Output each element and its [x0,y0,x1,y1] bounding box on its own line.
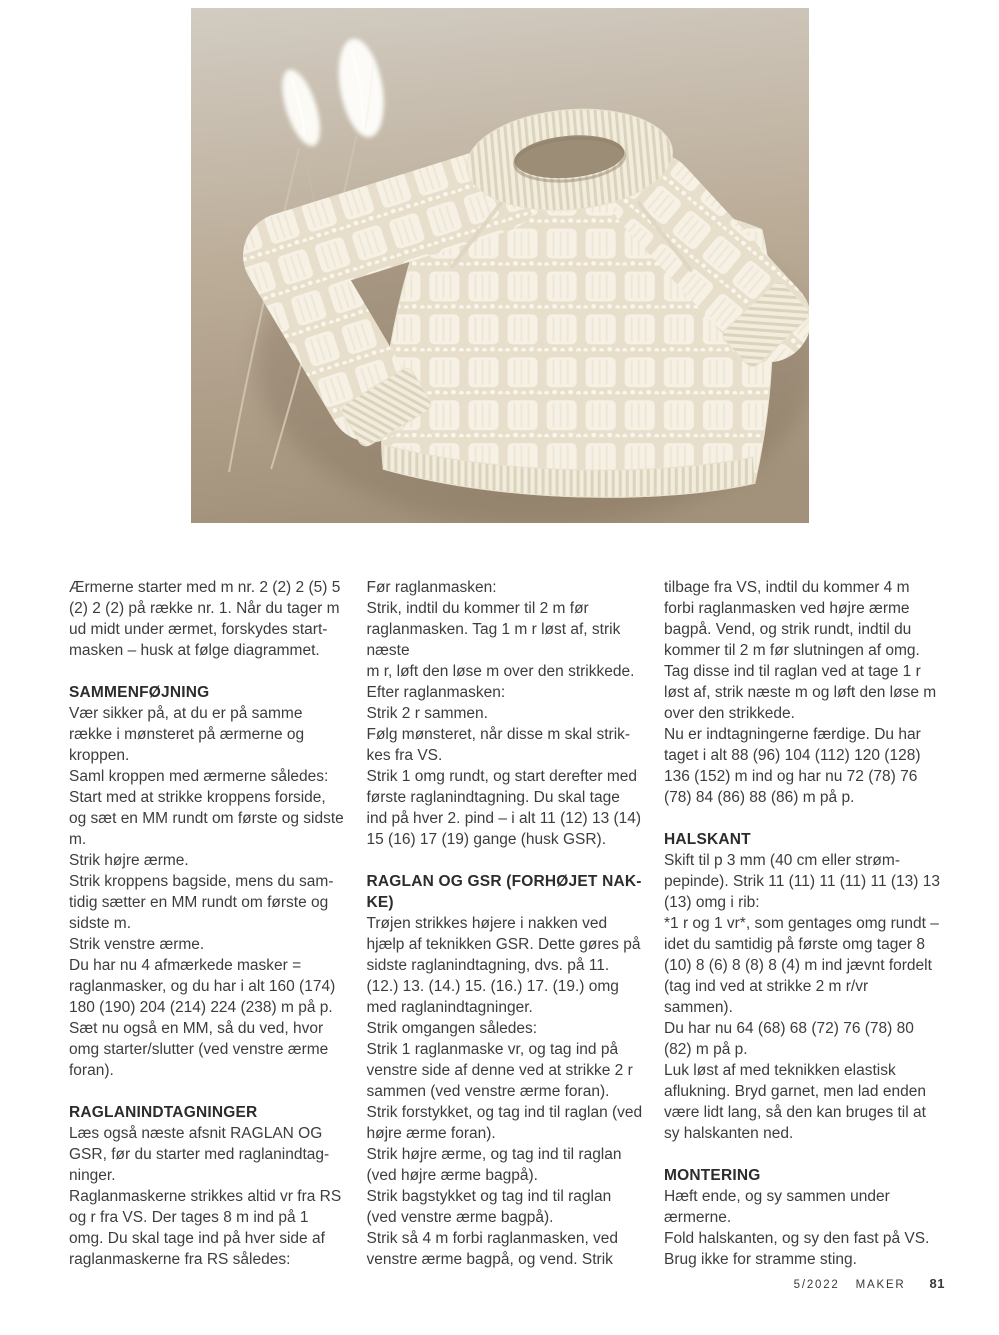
paragraph: Raglanmaskerne strikkes altid vr fra RS og r fra VS. Der tages 8 m ind på 1 omg. Du skal tage ind på hver side af raglanmaskerne fra RS således: [69,1188,342,1268]
paragraph: Strik omgangen således: [366,1020,538,1037]
paragraph: Skift til p 3 mm (40 cm eller strømpepinde). Strik 11 (11) 11 (11) 11 (13) 13 (13) omg i rib: [664,852,940,911]
paragraph: Følg mønsteret, når disse m skal strikkes fra VS. [366,726,631,764]
section-heading: RAGLANINDTAGNINGER [69,1104,258,1121]
paragraph: Trøjen strikkes højere i nakken ved hjælp af teknikken GSR. Dette gøres på sidste raglanindtagning, dvs. på 11. (12.) 13. (14.) 15. (16.) 17. (19.) omg med raglanindtagninger. [366,915,641,1016]
pattern-text [69,577,940,1270]
paragraph: Strik 2 r sammen. [366,705,488,722]
paragraph: Strik kroppens bagside, mens du samtidig sætter en MM rundt om første og sidste m. [69,873,334,932]
page-number: 81 [929,1276,945,1291]
paragraph: tilbage fra VS, indtil du kommer 4 m forbi raglanmasken ved højre ærme bagpå. Vend, og strik rundt, indtil du kommer til 2 m før slutningen af omg. Tag disse ind til raglan ved at tage 1 r løst af, strik næste m og løft den løse m over den strikkede. [664,579,937,722]
paragraph: Strik bagstykket og tag ind til raglan (ved venstre ærme bagpå). [366,1188,612,1226]
sweater-photo [191,8,809,523]
paragraph: Du har nu 64 (68) 68 (72) 76 (78) 80 (82) m på p. [664,1020,914,1058]
paragraph: Strik højre ærme, og tag ind til raglan (ved højre ærme bagpå). [366,1146,622,1184]
knitted-sweater-illustration [191,8,809,523]
section-heading: HALSKANT [664,831,751,848]
paragraph: Hæft ende, og sy sammen under ærmerne. [664,1188,890,1226]
page-footer [794,1276,945,1291]
paragraph: *1 r og 1 vr*, som gentages omg rundt – idet du samtidig på første omg tager 8 (10) 8 (6) 8 (8) 8 (4) m ind jævnt fordelt (tag ind ved at strikke 2 m r/vr sammen). [664,915,939,1016]
paragraph: Ærmerne starter med m nr. 2 (2) 2 (5) 5 (2) 2 (2) på række nr. 1. Når du tager m ud midt under ærmet, forskydes startmasken – husk at følge diagrammet. [69,579,341,659]
paragraph: Sæt nu også en MM, så du ved, hvor omg starter/slutter (ved venstre ærme foran). [69,1020,329,1079]
paragraph: Strik forstykket, og tag ind til raglan (ved højre ærme foran). [366,1104,643,1142]
paragraph: m r, løft den løse m over den strikkede. [366,663,635,680]
paragraph: Strik så 4 m forbi raglanmasken, ved venstre ærme bagpå, og vend. Strik [366,1230,619,1268]
paragraph: Nu er indtagningerne færdige. Du har taget i alt 88 (96) 104 (112) 120 (128) 136 (152) m ind og har nu 72 (78) 76 (78) 84 (86) 88 (86) m på p. [664,726,921,806]
paragraph: Fold halskanten, og sy den fast på VS. [664,1230,930,1247]
paragraph: Start med at strikke kroppens forside, og sæt en MM rundt om første og sidste m. [69,789,344,848]
section-heading: MONTERING [664,1167,761,1184]
text-column-2 [367,577,643,1270]
paragraph: Efter raglanmasken: [366,684,506,701]
paragraph: Saml kroppen med ærmerne således: [69,768,329,785]
paragraph: Strik, indtil du kommer til 2 m før raglanmasken. Tag 1 m r løst af, strik næste [366,600,621,659]
paragraph: Strik venstre ærme. [69,936,205,953]
text-column-1 [69,577,345,1270]
section-heading: SAMMENFØJNING [69,684,210,701]
paragraph: Vær sikker på, at du er på samme række i mønsteret på ærmerne og kroppen. [69,705,305,764]
paragraph: Luk løst af med teknikken elastisk aflukning. Bryd garnet, men lad enden være lidt lang, så den kan bruges til at sy halskanten ned. [664,1062,926,1142]
section-heading: RAGLAN OG GSR (FORHØJET NAKKE) [366,873,642,911]
issue-label: 5/2022 [793,1279,840,1291]
magazine-name: MAKER [855,1279,906,1291]
paragraph: Læs også næste afsnit RAGLAN OG GSR, før du starter med raglanindtagninger. [69,1125,330,1184]
paragraph: Brug ikke for stramme sting. [664,1251,857,1268]
paragraph: Strik højre ærme. [69,852,189,869]
paragraph: Strik 1 raglanmaske vr, og tag ind på venstre side af denne ved at strikke 2 r sammen (ved venstre ærme foran). [366,1041,633,1100]
paragraph: Du har nu 4 afmærkede masker = raglanmasker, og du har i alt 160 (174) 180 (190) 204 (214) 224 (238) m på p. [69,957,336,1016]
paragraph: Før raglanmasken: [366,579,497,596]
paragraph: Strik 1 omg rundt, og start derefter med første raglanindtagning. Du skal tage ind på hver 2. pind – i alt 11 (12) 13 (14) 15 (16) 17 (19) gange (husk GSR). [366,768,642,848]
text-column-3 [664,577,940,1270]
